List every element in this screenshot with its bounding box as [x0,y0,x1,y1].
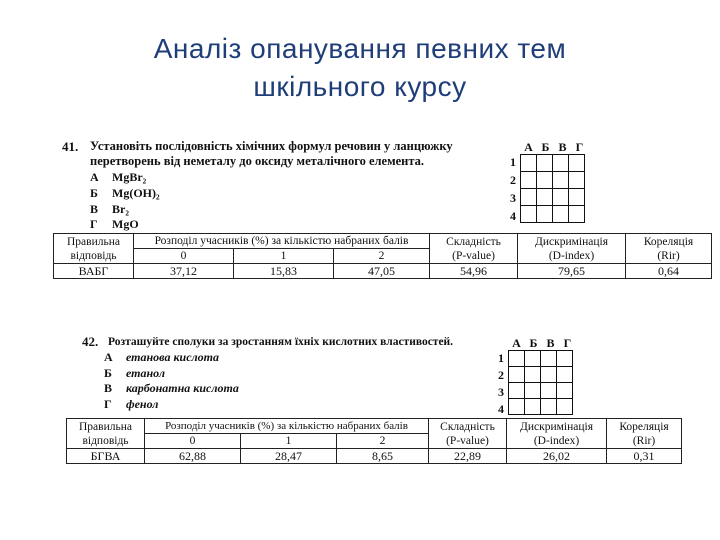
option-letter: Б [90,186,98,200]
distribution-0: 62,88 [145,449,241,464]
grid-cell[interactable] [525,367,541,383]
grid-cell[interactable] [553,172,569,189]
header-discrimination-line-1: Дискримінація [520,420,593,433]
option-text: MgO [112,217,139,231]
answer-grid [520,154,585,223]
header-correlation [626,234,712,264]
option-letter: Г [90,217,98,231]
header-correlation-line-2: (Rir) [632,434,656,447]
slide-title-line-1: Аналіз опанування певних тем [153,33,567,64]
option-a [104,350,219,364]
grid-cell[interactable] [557,367,573,383]
option-b [104,366,165,380]
answer-grid-header [508,336,578,350]
grid-col-a: А [512,336,521,350]
answer-grid-row-numbers [504,155,518,227]
header-discrimination-line-2: (D-index) [548,249,595,262]
grid-cell[interactable] [521,155,537,172]
correlation-value: 0,31 [607,449,682,464]
header-difficulty [429,419,507,449]
grid-cell[interactable] [553,189,569,206]
grid-cell[interactable] [521,189,537,206]
stats-table [66,418,682,464]
correlation-value: 0,64 [626,264,712,279]
question-number: 41. [62,139,79,154]
slide-title-line-2: шкільного курсу [253,71,467,102]
option-letter: В [104,381,113,395]
header-difficulty-line-2: (P-value) [452,249,495,262]
grid-row-1: 1 [498,351,504,365]
grid-cell[interactable] [569,172,585,189]
score-label-1: 1 [234,249,334,264]
header-difficulty [430,234,518,264]
option-a [90,170,146,184]
stats-table [53,233,712,279]
header-difficulty-line-1: Складність [440,420,495,433]
grid-cell[interactable] [569,189,585,206]
question-text-line-1: Установіть послідовність хімічних формул речовин у ланцюжку [90,139,453,153]
option-text: карбонатна кислота [126,381,239,395]
grid-cell[interactable] [537,172,553,189]
grid-cell[interactable] [553,155,569,172]
grid-col-d: Г [563,336,572,350]
grid-cell[interactable] [541,351,557,367]
grid-cell[interactable] [525,383,541,399]
grid-cell[interactable] [509,399,525,415]
grid-cell[interactable] [537,189,553,206]
grid-cell[interactable] [509,367,525,383]
header-discrimination-line-2: (D-index) [533,434,580,447]
answer-grid-header [520,140,590,154]
grid-cell[interactable] [521,206,537,223]
option-text: Br₂ [112,202,129,216]
distribution-1: 15,83 [234,264,334,279]
question-text-line-2: перетворень від неметалу до оксиду металічного елемента. [90,154,425,168]
option-letter: В [90,202,99,216]
header-correlation-line-2: (Rir) [657,249,680,262]
option-text: етанова кислота [126,350,220,364]
header-correct-answer [54,234,134,264]
question-number: 42. [82,334,99,349]
header-distribution: Розподіл учасників (%) за кількістю набраних балів [134,234,430,249]
header-correlation-line-1: Кореляція [619,420,669,433]
difficulty-value: 22,89 [429,449,507,464]
option-b [90,186,160,200]
grid-cell[interactable] [557,383,573,399]
grid-row-3: 3 [498,385,504,399]
header-discrimination [518,234,626,264]
option-letter: А [90,170,99,184]
grid-cell[interactable] [569,155,585,172]
grid-row-3: 3 [510,191,516,205]
answer-grid [508,350,573,415]
grid-col-a: А [524,140,533,154]
grid-cell[interactable] [521,172,537,189]
header-difficulty-line-1: Складність [446,235,501,248]
grid-cell[interactable] [553,206,569,223]
grid-col-c: В [546,336,555,350]
option-letter: Г [104,397,112,411]
header-correct-line-1: Правильна [67,235,120,248]
question-text [90,139,510,169]
score-label-1: 1 [241,434,337,449]
grid-cell[interactable] [525,399,541,415]
question-text: Розташуйте сполуки за зростанням їхніх кислотних властивостей. [108,336,454,348]
grid-row-4: 4 [498,402,504,416]
grid-col-b: Б [541,140,550,154]
header-discrimination [507,419,607,449]
grid-row-2: 2 [498,368,504,382]
grid-row-2: 2 [510,173,516,187]
score-label-2: 2 [337,434,429,449]
header-discrimination-line-1: Дискримінація [535,235,608,248]
grid-cell[interactable] [569,206,585,223]
grid-cell[interactable] [541,399,557,415]
header-correct-answer [67,419,145,449]
grid-cell[interactable] [509,383,525,399]
grid-col-c: В [558,140,567,154]
option-letter: А [104,350,113,364]
grid-cell[interactable] [557,351,573,367]
grid-cell[interactable] [541,383,557,399]
option-d [104,397,158,411]
option-text: етанол [126,366,166,380]
header-correlation [607,419,682,449]
distribution-1: 28,47 [241,449,337,464]
difficulty-value: 54,96 [430,264,518,279]
option-c [90,202,129,216]
grid-cell[interactable] [541,367,557,383]
distribution-2: 8,65 [337,449,429,464]
header-difficulty-line-2: (P-value) [446,434,489,447]
grid-cell[interactable] [537,155,553,172]
option-c [104,381,239,395]
option-letter: Б [104,366,112,380]
grid-cell[interactable] [525,351,541,367]
grid-row-4: 4 [510,209,516,223]
header-correct-line-1: Правильна [79,420,132,433]
header-correlation-line-1: Кореляція [643,235,694,248]
distribution-0: 37,12 [134,264,234,279]
grid-cell[interactable] [557,399,573,415]
answer-value: ВАБГ [54,264,134,279]
answer-value: БГВА [67,449,145,464]
option-text: Mg(OH)₂ [112,186,160,200]
distribution-2: 47,05 [334,264,430,279]
score-label-2: 2 [334,249,430,264]
grid-col-b: Б [529,336,538,350]
option-text: MgBr₂ [112,170,147,184]
score-label-0: 0 [134,249,234,264]
option-d [90,217,139,231]
grid-col-d: Г [575,140,584,154]
header-distribution: Розподіл учасників (%) за кількістю набраних балів [145,419,429,434]
grid-cell[interactable] [537,206,553,223]
header-correct-line-2: відповідь [82,434,129,447]
discrimination-value: 79,65 [518,264,626,279]
option-text: фенол [126,397,159,411]
score-label-0: 0 [145,434,241,449]
slide-title [0,30,720,106]
grid-cell[interactable] [509,351,525,367]
grid-row-1: 1 [510,155,516,169]
header-correct-line-2: відповідь [70,249,117,262]
answer-grid-row-numbers [492,351,506,423]
discrimination-value: 26,02 [507,449,607,464]
